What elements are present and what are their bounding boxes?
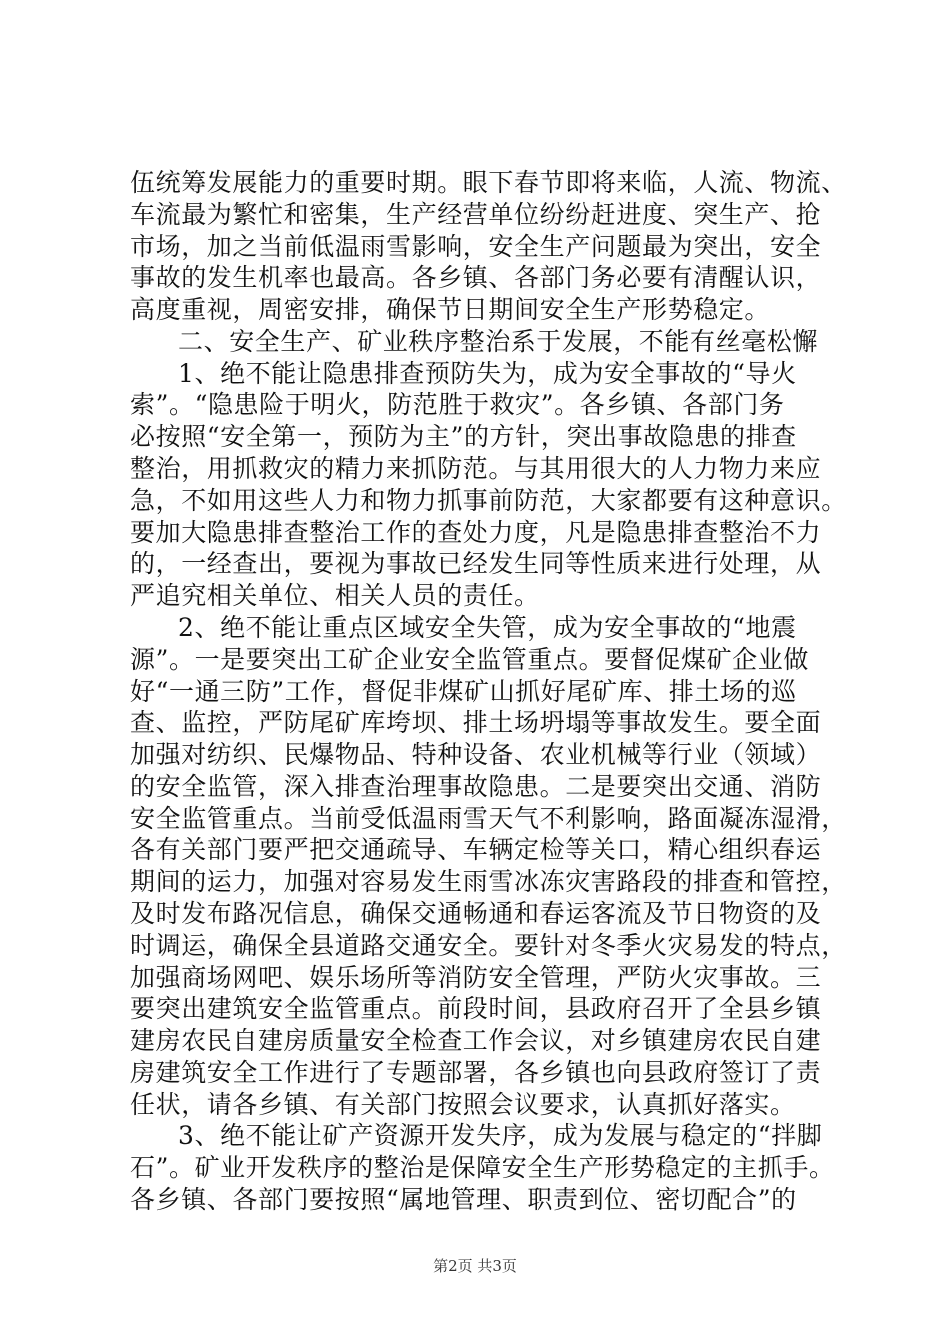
body-line: 的安全监管，深入排查治理事故隐患。二是要突出交通、消防 [130, 772, 822, 801]
body-line: 加强商场网吧、娱乐场所等消防安全管理，严防火灾事故。三 [130, 963, 822, 992]
body-line: 的，一经查出，要视为事故已经发生同等性质来进行处理，从 [130, 549, 822, 578]
body-line: 2、绝不能让重点区域安全失管，成为安全事故的“地震 [178, 613, 797, 642]
body-line: 加强对纺织、民爆物品、特种设备、农业机械等行业（领域） [130, 740, 822, 769]
body-line: 急，不如用这些人力和物力抓事前防范，大家都要有这种意识。 [130, 486, 847, 515]
body-line: 各乡镇、各部门要按照“属地管理、职责到位、密切配合”的 [130, 1185, 797, 1214]
body-line: 1、绝不能让隐患排查预防失为，成为安全事故的“导火 [178, 359, 797, 388]
body-line: 索”。“隐患险于明火，防范胜于救灾”。各乡镇、各部门务 [130, 390, 785, 419]
body-line: 建房农民自建房质量安全检查工作会议，对乡镇建房农民自建 [130, 1026, 822, 1055]
body-line: 各有关部门要严把交通疏导、车辆定检等关口，精心组织春运 [130, 835, 822, 864]
body-line: 要加大隐患排查整治工作的查处力度，凡是隐患排查整治不力 [130, 518, 822, 547]
body-line: 高度重视，周密安排，确保节日期间安全生产形势稳定。 [130, 295, 771, 324]
body-line: 及时发布路况信息，确保交通畅通和春运客流及节日物资的及 [130, 899, 822, 928]
body-line: 严追究相关单位、相关人员的责任。 [130, 581, 540, 610]
body-line: 安全监管重点。当前受低温雨雪天气不利影响，路面凝冻湿滑， [130, 804, 847, 833]
body-line: 市场，加之当前低温雨雪影响，安全生产问题最为突出，安全 [130, 232, 822, 261]
body-line: 查、监控，严防尾矿库垮坝、排土场坍塌等事故发生。要全面 [130, 708, 822, 737]
body-line: 房建筑安全工作进行了专题部署，各乡镇也向县政府签订了责 [130, 1058, 822, 1087]
page-footer: 第2页 共3页 [433, 1257, 517, 1275]
body-line: 要突出建筑安全监管重点。前段时间，县政府召开了全县乡镇 [130, 994, 822, 1023]
body-line: 3、绝不能让矿产资源开发失序，成为发展与稳定的“拌脚 [178, 1121, 823, 1150]
body-line: 好“一通三防”工作，督促非煤矿山抓好尾矿库、排土场的巡 [130, 677, 797, 706]
body-line: 时调运，确保全县道路交通安全。要针对冬季火灾易发的特点， [130, 931, 847, 960]
body-line: 事故的发生机率也最高。各乡镇、各部门务必要有清醒认识， [130, 263, 822, 292]
body-line: 期间的运力，加强对容易发生雨雪冰冻灾害路段的排查和管控， [130, 867, 847, 896]
body-line: 伍统筹发展能力的重要时期。眼下春节即将来临，人流、物流、 [130, 168, 847, 197]
section-heading: 二、安全生产、矿业秩序整治系于发展，不能有丝毫松懈 [178, 327, 819, 356]
body-line: 石”。矿业开发秩序的整治是保障安全生产形势稳定的主抓手。 [130, 1153, 835, 1182]
body-line: 车流最为繁忙和密集，生产经营单位纷纷赶进度、突生产、抢 [130, 200, 822, 229]
body-line: 必按照“安全第一，预防为主”的方针，突出事故隐患的排查 [130, 422, 797, 451]
body-line: 整治，用抓救灾的精力来抓防范。与其用很大的人力物力来应 [130, 454, 822, 483]
body-line: 源”。一是要突出工矿企业安全监管重点。要督促煤矿企业做 [130, 645, 809, 674]
body-line: 任状，请各乡镇、有关部门按照会议要求，认真抓好落实。 [130, 1090, 796, 1119]
